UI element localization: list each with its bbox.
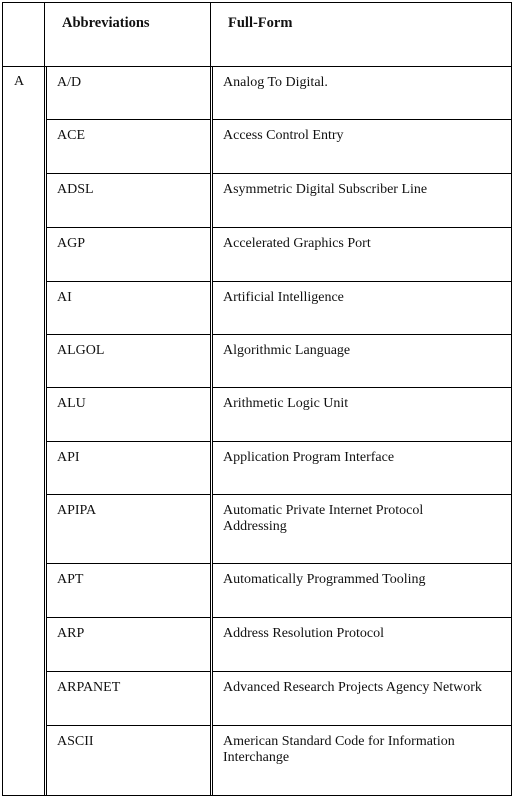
abbreviation-cell: APT bbox=[57, 572, 84, 587]
abbreviation-cell: APIPA bbox=[57, 503, 97, 518]
abbreviation-cell: AGP bbox=[57, 236, 86, 251]
col-divider-2b bbox=[212, 66, 213, 796]
row-separator bbox=[212, 173, 511, 174]
full-form-cell: Accelerated Graphics Port bbox=[223, 236, 371, 251]
full-form-cell: American Standard Code for Information Interchange bbox=[223, 734, 455, 765]
row-separator bbox=[46, 227, 210, 228]
col-divider-2 bbox=[210, 2, 211, 796]
abbreviation-cell: ASCII bbox=[57, 734, 94, 749]
abbreviation-cell: ADSL bbox=[57, 182, 94, 197]
row-separator bbox=[46, 119, 210, 120]
row-separator bbox=[46, 671, 210, 672]
row-separator bbox=[212, 334, 511, 335]
border-right bbox=[511, 2, 512, 796]
row-separator bbox=[212, 227, 511, 228]
full-form-cell: Artificial Intelligence bbox=[223, 290, 344, 305]
row-separator bbox=[212, 281, 511, 282]
border-bottom bbox=[2, 795, 512, 796]
full-form-cell: Automatically Programmed Tooling bbox=[223, 572, 426, 587]
row-separator bbox=[46, 387, 210, 388]
abbreviation-cell: ARPANET bbox=[57, 680, 121, 695]
row-separator bbox=[46, 725, 210, 726]
full-form-cell: Arithmetic Logic Unit bbox=[223, 396, 349, 411]
row-separator bbox=[212, 387, 511, 388]
row-separator bbox=[212, 617, 511, 618]
row-separator bbox=[212, 671, 511, 672]
abbreviation-cell: AI bbox=[57, 290, 72, 305]
header-abbreviations: Abbreviations bbox=[62, 15, 150, 31]
full-form-cell: Automatic Private Internet Protocol Addressing bbox=[223, 503, 424, 534]
header-full-form: Full-Form bbox=[228, 15, 293, 31]
row-separator bbox=[46, 334, 210, 335]
row-separator bbox=[46, 173, 210, 174]
row-separator bbox=[212, 494, 511, 495]
row-separator bbox=[212, 441, 511, 442]
row-separator bbox=[212, 119, 511, 120]
group-letter: A bbox=[14, 74, 25, 89]
abbreviation-cell: ALU bbox=[57, 396, 86, 411]
header-bottom bbox=[2, 66, 512, 67]
row-separator bbox=[212, 725, 511, 726]
full-form-cell: Access Control Entry bbox=[223, 128, 344, 143]
abbreviation-cell: ALGOL bbox=[57, 343, 105, 358]
row-separator bbox=[46, 563, 210, 564]
border-top bbox=[2, 2, 512, 3]
full-form-cell: Address Resolution Protocol bbox=[223, 626, 384, 641]
full-form-cell: Analog To Digital. bbox=[223, 75, 328, 90]
row-separator bbox=[46, 441, 210, 442]
row-separator bbox=[46, 617, 210, 618]
col-divider-1b bbox=[46, 66, 47, 796]
row-separator bbox=[212, 563, 511, 564]
col-divider-1 bbox=[44, 2, 45, 796]
abbreviation-cell: A/D bbox=[57, 75, 82, 90]
full-form-cell: Asymmetric Digital Subscriber Line bbox=[223, 182, 428, 197]
full-form-cell: Advanced Research Projects Agency Network bbox=[223, 680, 482, 695]
border-left bbox=[2, 2, 3, 796]
abbreviation-cell: API bbox=[57, 450, 80, 465]
full-form-cell: Application Program Interface bbox=[223, 450, 395, 465]
row-separator bbox=[46, 281, 210, 282]
abbreviation-cell: ARP bbox=[57, 626, 85, 641]
row-separator bbox=[46, 494, 210, 495]
abbreviation-cell: ACE bbox=[57, 128, 85, 143]
full-form-cell: Algorithmic Language bbox=[223, 343, 351, 358]
